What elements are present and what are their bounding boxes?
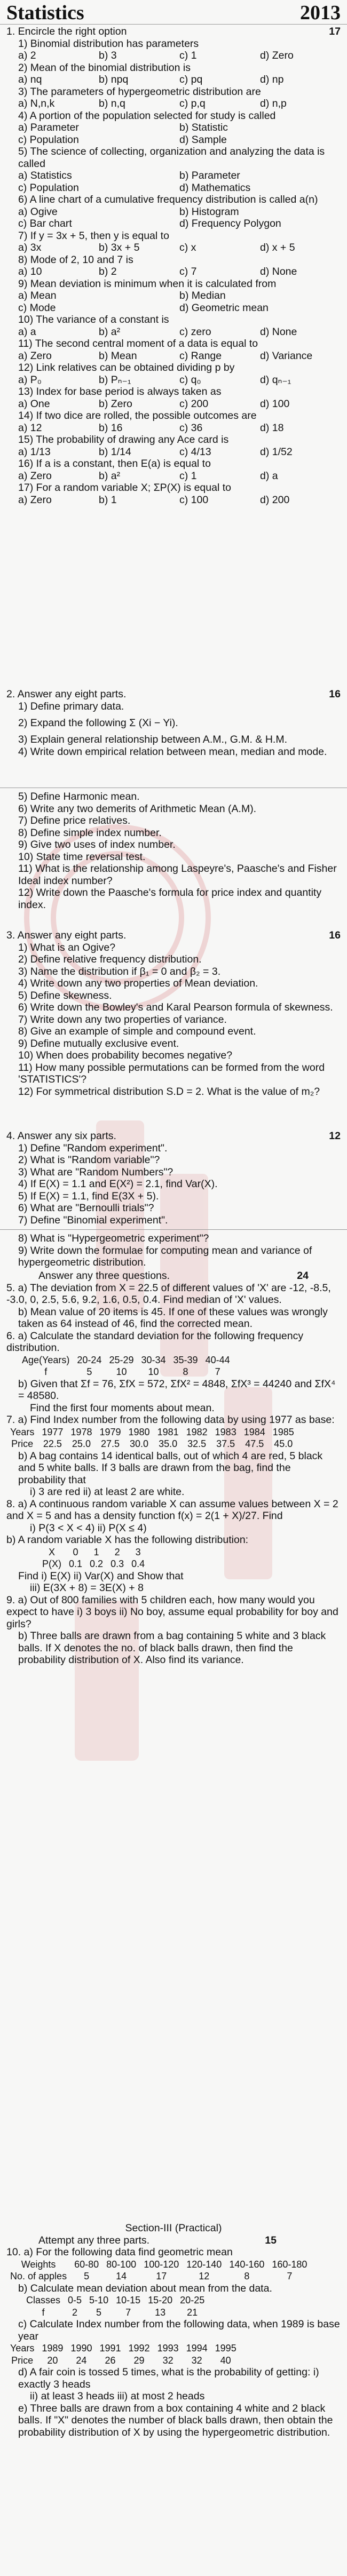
q1-item-6-options-row1: a) Ogive b) Histogram [18,205,239,218]
q1-item-10-options: a) a b) a² c) zero d) None [18,325,297,338]
q1-item-17: 17) For a random variable X; ΣP(X) is equal to [18,482,231,494]
q4-part: 9) Write down the formulae for computing mean and variance of hypergeometric distribution. [18,1244,312,1268]
q8b-table [38,1546,148,1570]
q3-part: 7) Write down any two properties of variance. [18,1013,227,1025]
q6a-table [18,1354,234,1378]
q1-item-13: 13) Index for base period is always taken as [18,386,222,397]
exam-year: 2013 [300,2,341,24]
q1-item-7: 7) If y = 3x + 5, then y is equal to [18,229,169,242]
q1-item-16-options: a) Zero b) a² c) 1 d) a [18,470,278,482]
q1-item-3-options: a) N,n,k b) n,q c) p,q d) n,p [18,98,287,109]
question-4 [6,1130,341,1226]
q4-part: 1) Define "Random experiment". [18,1142,168,1154]
q9a: 9. a) Out of 800 families with 5 children each, how many would you expect to have i) 3 boys ii) No boy, assume equal probability for boy and girls? [6,1594,338,1630]
question-2 [6,688,341,758]
table-row: X 0 1 2 3 [48,1546,141,1557]
q1-item-17-options: a) Zero b) 1 c) 100 d) 200 [18,494,290,506]
q3-part: 3) Name the distribution if β₁ = 0 and β₂ = 3. [18,965,221,977]
question-3 [6,929,341,1098]
q4-part: 6) What are "Bernoulli trials"? [18,1202,154,1214]
q3-marks: 16 [329,929,341,941]
q4-part: 5) If E(X) = 1.1, find E(3X + 5). [18,1190,159,1202]
q10a: 10. a) For the following data find geometric mean [6,2246,233,2258]
q6b: b) Given that Σf = 76, ΣfX = 572, ΣfX² = 4848, ΣfX³ = 44240 and ΣfX⁴ = 48580. [18,1378,336,1402]
table-row: Classes 0-5 5-10 10-15 15-20 20-25 [26,2295,205,2305]
q1-item-7-options: a) 3x b) 3x + 5 c) x d) x + 5 [18,242,295,253]
q1-item-14: 14) If two dice are rolled, the possible outcomes are [18,410,257,422]
q1-item-1: 1) Binomial distribution has parameters [18,37,199,50]
q3-part: 12) For symmetrical distribution S.D = 2. What is the value of m₂? [18,1085,320,1098]
table-row: Weights 60-80 80-100 100-120 120-140 140-160 160-180 [21,2259,307,2270]
q2-part: 1) Define primary data. [18,700,124,712]
q4-part: 8) What is "Hypergeometric experiment"? [18,1233,209,1244]
q4-marks: 12 [329,1130,341,1142]
q6a: 6. a) Calculate the standard deviation for the following frequency distribution. [6,1330,304,1354]
table-row: Price 20 24 26 29 32 32 40 [11,2355,231,2366]
q2-part: 11) What is the relationship among Laspeyre's, Paasche's and Fisher Ideal index number? [18,863,337,887]
q9b: b) Three balls are drawn from a bag containing 5 white and 3 black balls. If X denotes the no. of black balls drawn, then find the probability distribution of X. Also find its variance. [18,1630,326,1666]
sec2-heading: Answer any three questions. [38,1270,170,1282]
q1-item-4-options-row1: a) Parameter b) Statistic [18,122,228,133]
q10b: b) Calculate mean deviation about mean from the data. [18,2282,272,2294]
table-row: Years 1989 1990 1991 1992 1993 1994 1995 [10,2343,236,2354]
q6b-instruction: Find the first four moments about mean. [30,1402,215,1414]
sec3-heading: Attempt any three parts. [38,2234,150,2246]
table-row: f 5 10 10 8 7 [44,1366,220,1377]
q1-item-5-options-row2: c) Population d) Mathematics [18,181,251,194]
q3-part: 4) Write down any two properties of Mean deviation. [18,977,258,989]
sec3-marks: 15 [265,2234,277,2246]
q1-item-3: 3) The parameters of hypergeometric distribution are [18,85,261,98]
q4-part: 4) If E(X) = 1.1 and E(X²) = 2.1, find Var(X). [18,1178,218,1190]
q3-part: 8) Give an example of simple and compound event. [18,1025,256,1037]
q7b-parts: i) 3 are red ii) at least 2 are white. [30,1486,185,1498]
q1-marks: 17 [329,26,341,37]
q1-item-1-options: a) 2 b) 3 c) 1 d) Zero [18,50,294,61]
q4-heading: 4. Answer any six parts. [6,1130,116,1142]
q1-item-8: 8) Mode of 2, 10 and 7 is [18,253,133,266]
q10c: c) Calculate Index number from the following data, when 1989 is base year [18,2318,340,2342]
q5b: b) Mean value of 20 items is 45. If one of these values was wrongly taken as 64 instead of 46, find the corrected mean. [18,1306,328,1330]
q1-item-2-options: a) nq b) npq c) pq d) np [18,74,284,85]
q4-part: 2) What is "Random variable"? [18,1154,160,1166]
q3-part: 9) Define mutually exclusive event. [18,1037,179,1050]
q2-part: 2) Expand the following Σ (Xi − Yi). [18,717,178,729]
q1-item-5-options-row1: a) Statistics b) Parameter [18,170,240,181]
q3-part: 5) Define skewness. [18,989,112,1001]
q3-part: 11) How many possible permutations can be formed from the word 'STATISTICS'? [18,1061,325,1085]
q8a-parts: i) P(3 < X < 4) ii) P(X ≤ 4) [30,1522,147,1534]
q1-item-12-options: a) P₀ b) Pₙ₋₁ c) q₀ d) qₙ₋₁ [18,373,291,386]
q4-part: 7) Define "Binomial experiment". [18,1214,168,1226]
q3-part: 10) When does probability becomes negative? [18,1050,233,1061]
section-3 [6,2222,341,2438]
question-2-continued [6,791,341,911]
q1-item-11: 11) The second central moment of a data is equal to [18,338,258,349]
section-2 [6,1270,341,1666]
question-4-continued [6,1233,341,1269]
column-divider [0,1229,347,1230]
q1-item-14-options: a) 12 b) 16 c) 36 d) 18 [18,422,284,434]
q2-heading: 2. Answer any eight parts. [6,688,127,700]
subject-title: Statistics [6,2,84,24]
q8b: b) A random variable X has the following distribution: [6,1534,249,1546]
q2-part: 5) Define Harmonic mean. [18,791,140,802]
q3-part: 2) Define relative frequency distribution. [18,953,202,965]
q2-part: 12) Write down the Paasche's formula for price index and quantity index. [18,887,322,911]
q1-item-16: 16) If a is a constant, then E(a) is equal to [18,458,211,470]
q3-part: 6) Write down the Bowley's and Karal Pearson formula of skewness. [18,1001,333,1013]
q10e: e) Three balls are drawn from a box containing 4 white and 2 black balls. If "X" denotes the number of black balls drawn, then obtain the probability distribution of X by using the hypergeometric distribution. [18,2402,333,2438]
q1-item-15: 15) The probability of drawing any Ace card is [18,434,229,446]
q1-item-5: 5) The science of collecting, organization and analyzing the data is called [18,146,325,170]
table-row: Age(Years) 20-24 25-29 30-34 35-39 40-44 [22,1354,230,1365]
q1-item-10: 10) The variance of a constant is [18,314,169,325]
table-row: Price 22.5 25.0 27.5 30.0 35.0 32.5 37.5 47.5 45.0 [11,1438,293,1449]
q2-marks: 16 [329,688,341,700]
sec2-marks: 24 [297,1270,309,1282]
q1-item-6-options-row2: c) Bar chart d) Frequency Polygon [18,218,281,229]
q1-item-4-options-row2: c) Population d) Sample [18,133,227,146]
q2-part: 3) Explain general relationship between A.M., G.M. & H.M. [18,734,287,745]
q3-part: 1) What is an Ogive? [18,941,116,953]
table-row: Years 1977 1978 1979 1980 1981 1982 1983 1984 1985 [10,1426,294,1437]
q1-item-9-options-row2: c) Mode d) Geometric mean [18,301,269,314]
q1-item-9: 9) Mean deviation is minimum when it is calculated from [18,277,277,290]
q7b: b) A bag contains 14 identical balls, out of which 4 are red, 5 black and 5 white balls. If 3 balls are drawn from the bag, find the probability that [18,1450,323,1486]
q10d: d) A fair coin is tossed 5 times, what is the probability of getting: i) exactly 3 heads [18,2366,319,2390]
table-row: No. of apples 5 14 17 12 8 7 [10,2271,293,2281]
question-1 [6,26,341,506]
q1-item-11-options: a) Zero b) Mean c) Range d) Variance [18,349,313,362]
table-row: P(X) 0.1 0.2 0.3 0.4 [42,1559,145,1569]
q5a: 5. a) The deviation from X = 22.5 of different values of 'X' are -12, -8.5, -3.0, 0, 2.5, 5.6, 9.2, 1.6, 0.5, 0.4. Find median of 'X' values. [6,1282,331,1306]
table-row: f 2 5 7 13 21 [42,2307,198,2318]
q1-item-15-options: a) 1/13 b) 1/14 c) 4/13 d) 1/52 [18,446,293,458]
q7a: 7. a) Find Index number from the following data by using 1977 as base: [6,1414,335,1426]
q2-part: 6) Write any two demerits of Arithmetic Mean (A.M). [18,802,257,815]
page-header [6,2,341,23]
q10a-table [6,2259,311,2283]
q10d-parts: ii) at least 3 heads iii) at most 2 heads [30,2390,205,2402]
q1-item-2: 2) Mean of the binomial distribution is [18,61,191,74]
q10b-table [22,2294,208,2318]
q1-item-9-options-row1: a) Mean b) Median [18,290,226,301]
sec3-title: Section-III (Practical) [125,2222,222,2234]
q1-item-13-options: a) One b) Zero c) 200 d) 100 [18,397,290,410]
q10c-table [6,2342,240,2366]
q1-item-4: 4) A portion of the population selected for study is called [18,109,276,122]
q8b-parts-2: iii) E(3X + 8) = 3E(X) + 8 [30,1582,144,1594]
q7a-table [6,1426,298,1450]
q1-heading: 1. Encircle the right option [6,26,127,37]
header-divider [0,24,347,25]
q3-heading: 3. Answer any eight parts. [6,929,127,941]
q2-part: 9) Give two uses of index number. [18,839,176,850]
q8b-parts: Find i) E(X) ii) Var(X) and Show that [18,1570,184,1582]
q2-part: 10) State time reversal test. [18,850,146,863]
q1-item-8-options: a) 10 b) 2 c) 7 d) None [18,266,297,277]
q1-item-6: 6) A line chart of a cumulative frequency distribution is called a(n) [18,194,318,205]
q2-part: 4) Write down empirical relation between mean, median and mode. [18,745,327,758]
q8a: 8. a) A continuous random variable X can assume values between X = 2 and X = 5 and has a density function f(x) = 2(1 + X)/27. Find [6,1498,338,1522]
q2-part: 7) Define price relatives. [18,815,131,826]
q2-part: 8) Define simple index number. [18,826,162,839]
q4-part: 3) What are "Random Numbers"? [18,1166,174,1178]
q1-item-12: 12) Link relatives can be obtained dividing p by [18,362,235,373]
